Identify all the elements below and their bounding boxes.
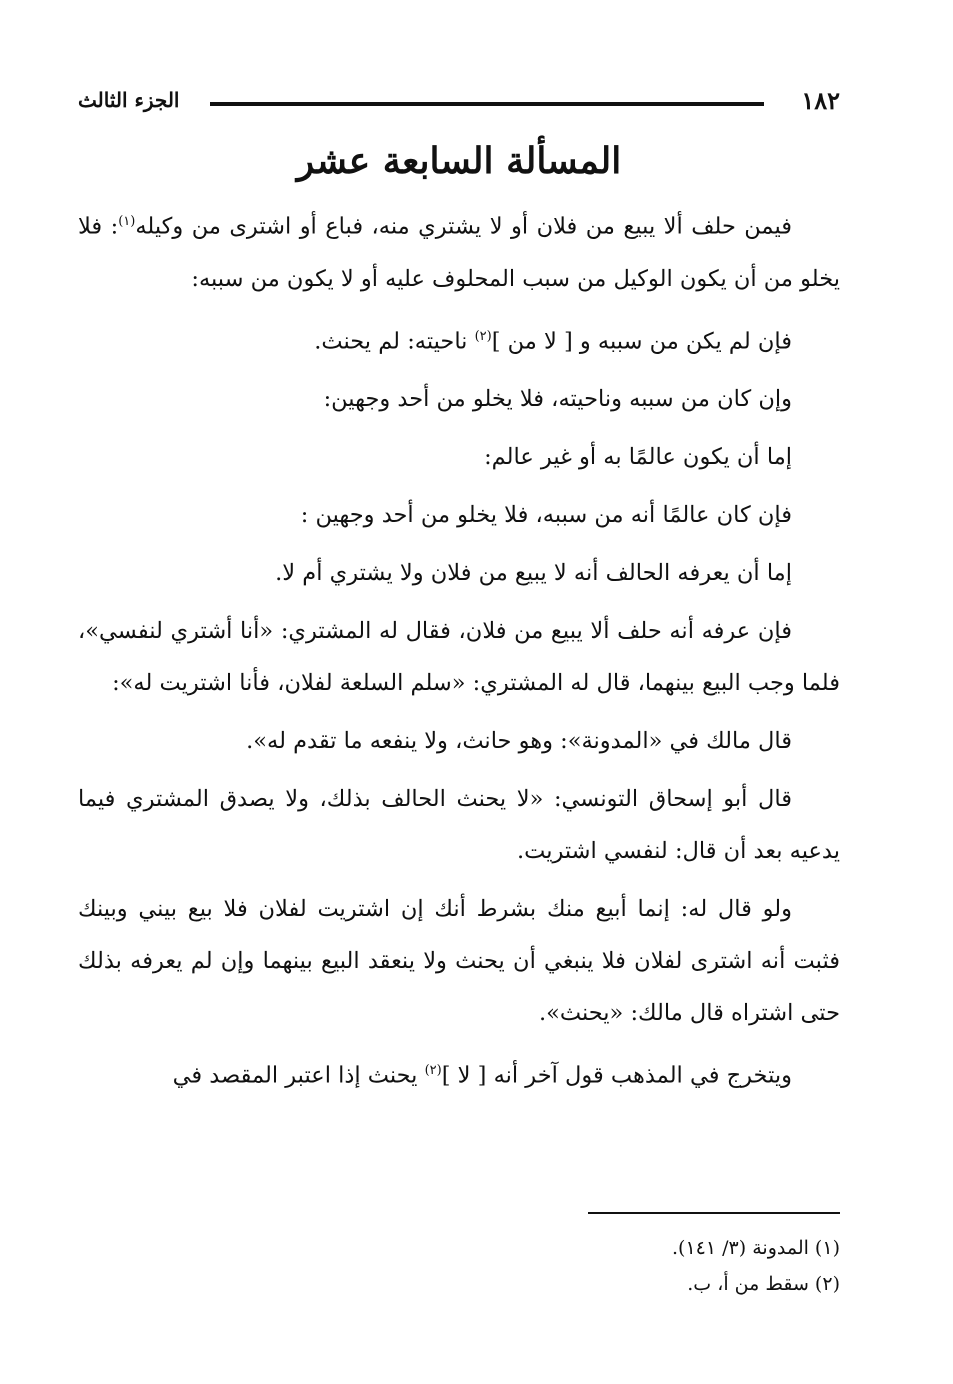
paragraph-text: فيمن حلف ألا يبيع من فلان أو لا يشتري منه، فباع أو اشترى من وكيله	[135, 213, 792, 240]
paragraph: ولو قال له: إنما أبيع منك بشرط أنك إن اشتريت لفلان فلا بيع بيني وبينك فثبت أنه اشترى لفلان فلا ينبغي أن يحنث ولا ينعقد البيع بينهما وإن لم يعرفه بذلك حتى اشتراه قال مالك: «يحنث».	[78, 896, 840, 1026]
paragraph-text: يحنث إذا اعتبر المقصد في	[172, 1062, 425, 1089]
paragraph	[78, 196, 840, 305]
paragraph-text: ناحيته: لم يحنث.	[314, 328, 475, 354]
chapter-title: المسألة السابعة عشر	[296, 140, 622, 182]
paragraph: فإن عرفه أنه حلف ألا يبيع من فلان، فقال له المشتري: «أنا أشتري لنفسي»، فلما وجب البيع بينهما، قال له المشتري: «سلم السلعة لفلان، فأنا اشتريت له»:	[78, 618, 840, 696]
header-rule	[210, 102, 764, 106]
footnote: (١) المدونة (٣/ ١٤١).	[672, 1237, 840, 1259]
footnotes	[78, 1230, 840, 1302]
footnote-ref: (٢)	[474, 328, 492, 344]
running-header	[78, 86, 840, 122]
paragraph: إما أن يعرفه الحالف أنه لا يبيع من فلان ولا يشتري أم لا.	[275, 560, 792, 586]
paragraph-text: : فلا يخلو من أن يكون الوكيل من سبب المحلوف عليه أو لا يكون من سببه:	[78, 213, 840, 292]
footnote: (٢) سقط من أ، ب.	[687, 1273, 840, 1295]
footnote-ref: (١)	[118, 214, 136, 229]
body-text	[78, 196, 840, 1102]
paragraph: قال أبو إسحاق التونسي: «لا يحنث الحالف بذلك، ولا يصدق المشتري فيما يدعيه بعد أن قال: لنفسي اشتريت.	[78, 786, 840, 864]
paragraph: قال مالك في «المدونة»: وهو حانث، ولا ينفعه ما تقدم له».	[246, 728, 792, 754]
paragraph	[78, 1045, 840, 1102]
paragraph: وإن كان من سببه وناحيته، فلا يخلو من أحد وجهين:	[323, 386, 792, 412]
paragraph	[78, 311, 840, 368]
footnote-ref: (٢)	[424, 1063, 442, 1078]
page-number: ١٨٢	[801, 86, 840, 115]
footnote-rule	[588, 1212, 840, 1214]
paragraph: فإن كان عالمًا أنه من سببه، فلا يخلو من أحد وجهين :	[300, 502, 792, 528]
paragraph: إما أن يكون عالمًا به أو غير عالم:	[484, 444, 792, 470]
paragraph-text: ويتخرج في المذهب قول آخر أنه [ لا ]	[441, 1062, 792, 1089]
paragraph-text: فإن لم يكن من سببه و [ لا من ]	[491, 328, 792, 354]
part-title: الجزء الثالث	[78, 88, 180, 112]
